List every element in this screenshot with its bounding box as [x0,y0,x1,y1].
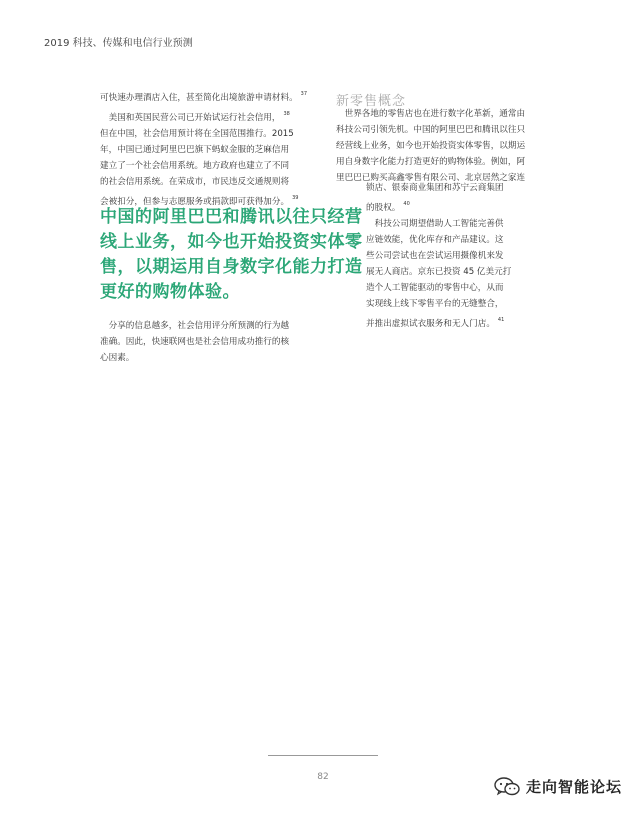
pull-quote-line: 中国的阿里巴巴和腾讯以往只经营 [100,207,363,227]
paragraph-line: 心因素。 [100,353,135,363]
paragraph-line: 实现线上线下零售平台的无缝整合， [366,299,504,309]
section-title: 新零售概念 [336,94,407,109]
footer-divider [268,755,378,756]
footnote-ref: 39 [292,195,299,201]
paragraph-line: 美国和英国民营公司已开始试运行社会信用， $^{38}$ [100,111,290,123]
watermark [494,776,622,797]
paragraph-line: 会被扣分，但参与志愿服务或捐款即可获得加分。 $^{39}$ [100,195,299,207]
paragraph-line: 里巴巴已购买高鑫零售有限公司、北京居然之家连 [336,173,526,183]
paragraph-line: 建立了一个社会信用系统。地方政府也建立了不同 [100,161,290,171]
paragraph-line: 应链效能，优化库存和产品建议。这 [366,235,504,245]
footnote-ref: 40 [403,201,410,207]
left-column-bottom [100,318,289,366]
paragraph-line: 科技公司期望借助人工智能完善供 [366,219,504,229]
footnote-ref: 38 [283,111,290,117]
paragraph-line: 科技公司引领先机。中国的阿里巴巴和腾讯以往只 [336,125,526,135]
paragraph-line: 但在中国，社会信用预计将在全国范围推行。2015 [100,129,294,139]
paragraph-line: 并推出虚拟试衣服务和无人门店。 $^{41}$ [366,317,505,329]
paragraph-line: 锁店、银泰商业集团和苏宁云商集团 [366,183,504,193]
pull-quote [100,205,363,305]
paragraph-line: 展无人商店。京东已投资 45 亿美元打 [366,267,512,277]
paragraph-line: 分享的信息越多，社会信用评分所预测的行为越 [100,321,290,331]
left-column-top [100,86,307,210]
pull-quote-line: 更好的购物体验。 [100,282,240,302]
right-column-bottom [366,180,511,332]
paragraph-line: 世界各地的零售店也在进行数字化革新，通常由 [336,109,526,119]
running-header: 2019 科技、传媒和电信行业预测 [44,38,193,49]
paragraph-line: 可快速办理酒店入住，甚至简化出境旅游申请材料。 $^{37}$ [100,91,308,103]
paragraph-line: 些公司尝试也在尝试运用摄像机来发 [366,251,504,261]
paragraph-line: 的股权。 $^{40}$ [366,201,410,213]
paragraph-line: 用自身数字化能力打造更好的购物体验。例如，阿 [336,157,526,167]
right-column-top [336,106,525,186]
footnote-ref: 37 [300,91,308,97]
pull-quote-line: 线上业务，如今也开始投资实体零 [100,232,363,252]
footnote-ref: 41 [497,317,505,323]
pull-quote-line: 售，以期运用自身数字化能力打造 [100,257,363,277]
watermark-text: 走向智能论坛 [526,778,623,796]
wechat-icon [494,777,520,797]
paragraph-line: 准确。因此，快速联网也是社会信用成功推行的核 [100,337,290,347]
paragraph-line: 经营线上业务，如今也开始投资实体零售，以期运 [336,141,526,151]
page-number: 82 [317,772,329,782]
paragraph-line: 造个人工智能驱动的零售中心，从而 [366,283,504,293]
paragraph-line: 的社会信用系统。在荣成市，市民违反交通规则将 [100,177,290,187]
paragraph-line: 年，中国已通过阿里巴巴旗下蚂蚁金服的芝麻信用 [100,145,290,155]
